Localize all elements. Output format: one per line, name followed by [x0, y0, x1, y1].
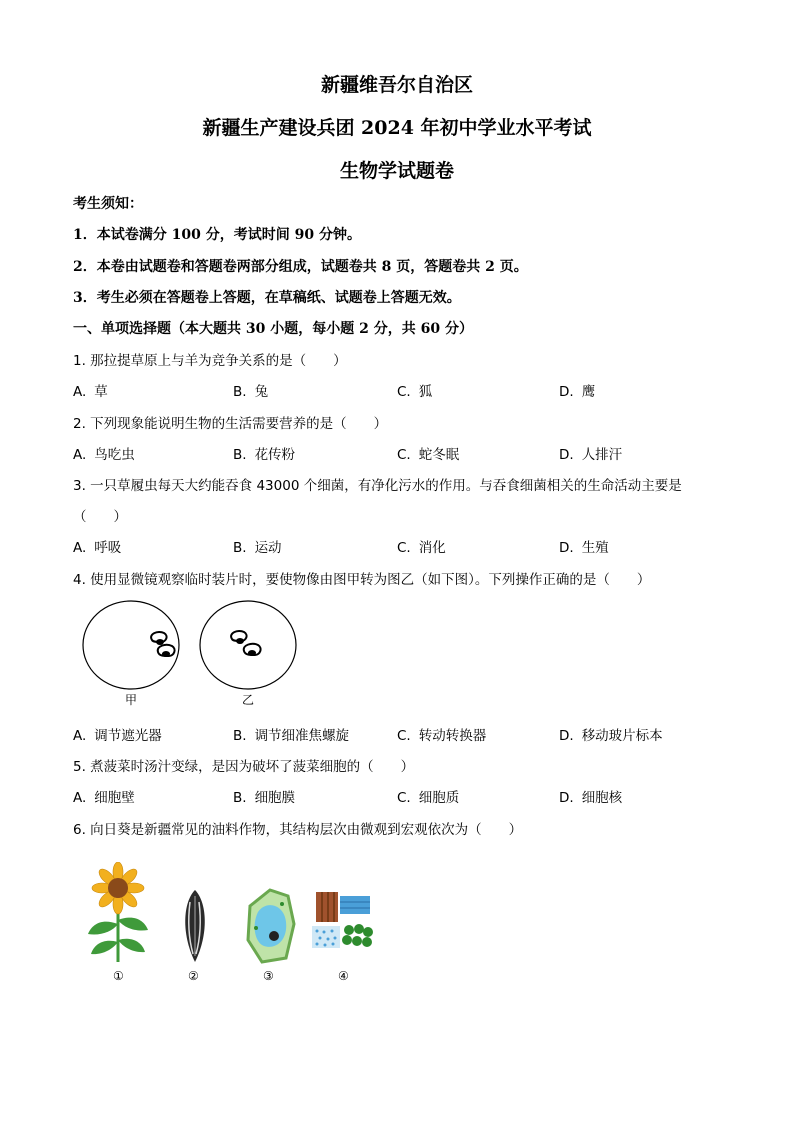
question-4-options [73, 724, 733, 744]
option-a: A. 呼吸 [73, 540, 122, 556]
question-3-stem-continued: （ ） [73, 509, 127, 525]
option-c: C. 蛇冬眠 [397, 447, 460, 463]
exam-title-subject: 生物学试题卷 [339, 160, 454, 182]
option-a: A. 鸟吃虫 [73, 447, 135, 463]
notice-item-2: 2．本卷由试题卷和答题卷两部分组成，试题卷共 8 页，答题卷共 2 页。 [73, 259, 528, 275]
option-b: B. 花传粉 [233, 447, 296, 463]
option-b: B. 兔 [233, 384, 269, 400]
option-c: C. 转动转换器 [397, 728, 487, 744]
notice-item-1: 1．本试卷满分 100 分，考试时间 90 分钟。 [73, 227, 361, 243]
option-d: D. 移动玻片标本 [559, 728, 663, 744]
question-1-stem: 1. 那拉提草原上与羊为竞争关系的是（ ） [73, 353, 347, 369]
question-3-stem: 3. 一只草履虫每天大约能吞食 43000 个细菌，有净化污水的作用。与吞食细菌相关的生命活动主要是 [73, 478, 682, 494]
option-c: C. 消化 [397, 540, 446, 556]
option-a: A. 细胞壁 [73, 790, 135, 806]
notice-heading: 考生须知： [73, 196, 143, 212]
option-a: A. 草 [73, 384, 108, 400]
question-3-options [73, 536, 733, 556]
microscope-fields-figure [82, 600, 302, 690]
question-5-options [73, 786, 733, 806]
question-2-options [73, 443, 733, 463]
figure-label-2: ② [188, 969, 199, 983]
option-b: B. 调节细准焦螺旋 [233, 728, 350, 744]
notice-item-3: 3．考生必须在答题卷上答题，在草稿纸、试题卷上答题无效。 [73, 290, 461, 306]
option-d: D. 鹰 [559, 384, 596, 400]
section-heading: 一、单项选择题（本大题共 30 小题，每小题 2 分，共 60 分） [73, 321, 473, 337]
question-4-stem: 4. 使用显微镜观察临时装片时，要使物像由图甲转为图乙（如下图）。下列操作正确的是（ ） [73, 572, 651, 588]
option-d: D. 生殖 [559, 540, 609, 556]
sunflower-seed-icon [185, 890, 205, 962]
exam-title-region: 新疆维吾尔自治区 [320, 74, 473, 96]
option-d: D. 人排汗 [559, 447, 623, 463]
figure-label-jia: 甲 [125, 693, 138, 707]
sunflower-plant-icon [88, 862, 148, 962]
option-b: B. 细胞膜 [233, 790, 296, 806]
exam-title-main: 新疆生产建设兵团 2024 年初中学业水平考试 [202, 117, 592, 139]
figure-label-yi: 乙 [242, 693, 255, 707]
figure-label-3: ③ [263, 969, 274, 983]
question-2-stem: 2. 下列现象能说明生物的生活需要营养的是（ ） [73, 416, 388, 432]
option-b: B. 运动 [233, 540, 282, 556]
question-5-stem: 5. 煮菠菜时汤汁变绿，是因为破坏了菠菜细胞的（ ） [73, 759, 415, 775]
option-d: D. 细胞核 [559, 790, 623, 806]
question-1-options [73, 380, 733, 400]
cells-yi-icon [231, 631, 260, 655]
option-a: A. 调节遮光器 [73, 728, 162, 744]
figure-label-4: ④ [338, 969, 349, 983]
plant-cell-icon [248, 890, 294, 962]
option-c: C. 狐 [397, 384, 433, 400]
plant-tissues-icon [312, 892, 373, 948]
structure-levels-figure [82, 862, 382, 966]
figure-label-1: ① [113, 969, 124, 983]
question-6-stem: 6. 向日葵是新疆常见的油料作物，其结构层次由微观到宏观依次为（ ） [73, 822, 523, 838]
cells-jia-icon [151, 632, 174, 656]
option-c: C. 细胞质 [397, 790, 460, 806]
